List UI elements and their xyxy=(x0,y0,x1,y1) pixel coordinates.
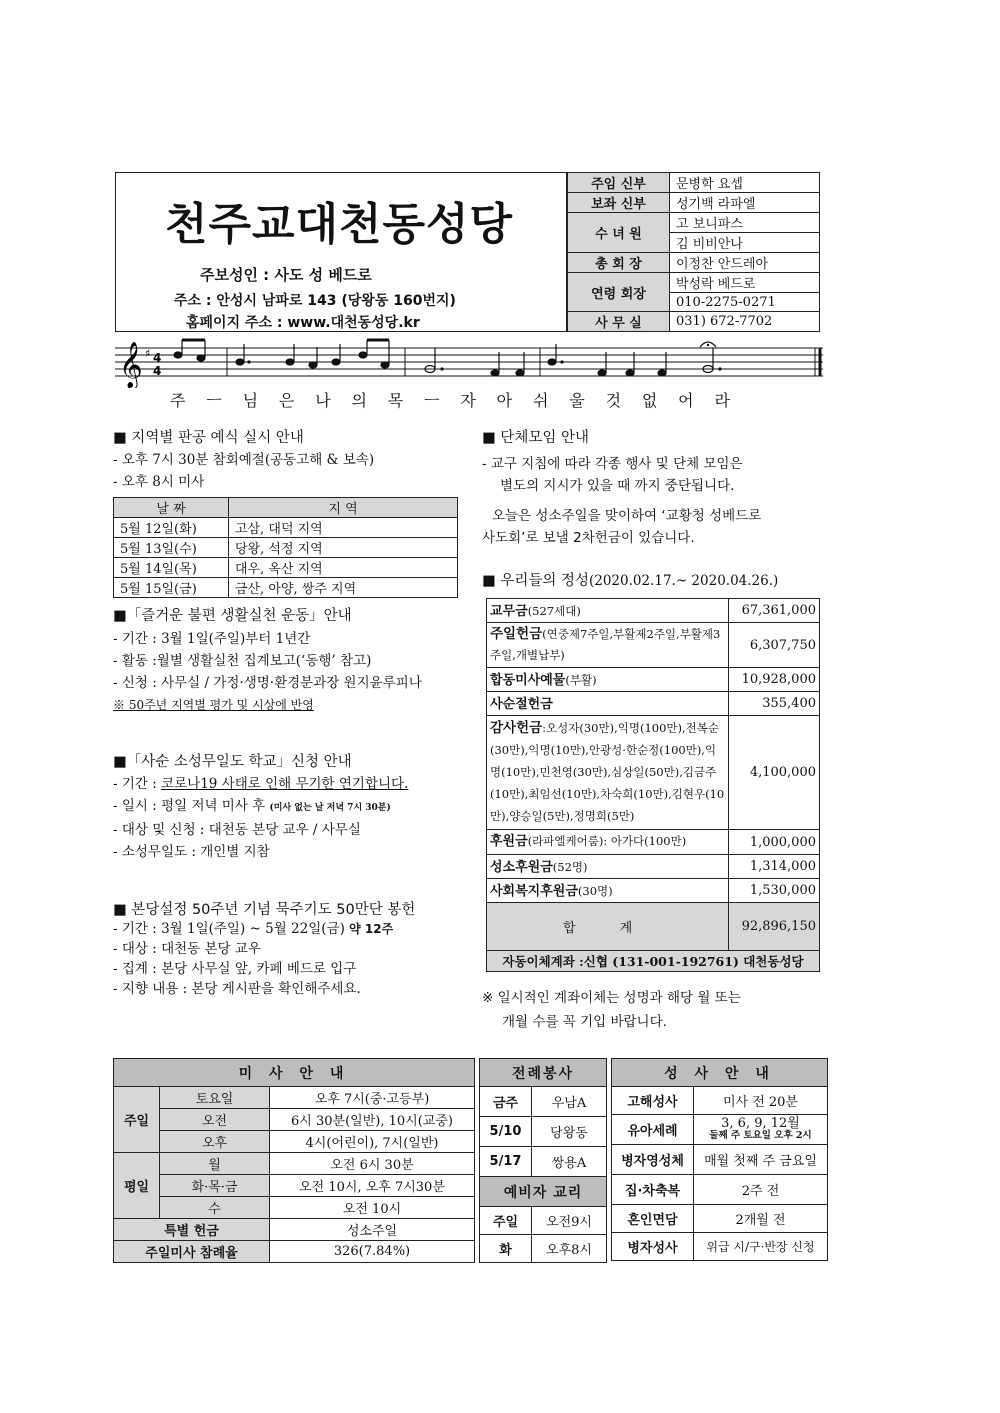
section-campaign xyxy=(113,604,483,716)
table-cell: 당왕, 석정 지역 xyxy=(229,538,458,558)
text-line: - 활동 :월별 생활실천 집계보고(‘동행’ 참고) xyxy=(113,653,372,669)
offering-key: 후원금 xyxy=(490,834,528,849)
staff-value: 010-2275-0271 xyxy=(670,293,820,312)
staff-value: 031) 672-7702 xyxy=(670,312,820,332)
treble-clef-icon: 𝄞 xyxy=(119,342,143,388)
liturgy-week: 5/17 xyxy=(480,1147,532,1177)
mass-heading: 미 사 안 내 xyxy=(114,1059,475,1087)
attendance-label: 주일미사 참례율 xyxy=(114,1241,270,1263)
offering-amount: 6,307,750 xyxy=(729,623,820,668)
text-line: - 지향 내용 : 본당 게시판을 확인해주세요. xyxy=(113,981,361,997)
offering-amount: 4,100,000 xyxy=(729,716,820,830)
table-cell: 금산, 아양, 쌍주 지역 xyxy=(229,578,458,598)
sacrament-name: 혼인면담 xyxy=(612,1205,694,1233)
address: 주소 : 안성시 남파로 143 (당왕동 160번지) xyxy=(174,293,456,309)
lyric-syllable: 자 xyxy=(460,391,476,410)
liturgy-table xyxy=(479,1058,607,1263)
lyric-syllable: 님 xyxy=(242,391,259,410)
staff-label: 주임 신부 xyxy=(568,173,670,193)
offering-amount: 1,314,000 xyxy=(729,855,820,879)
offering-key: 주일헌금 xyxy=(490,626,543,642)
mass-day: 수 xyxy=(160,1197,270,1219)
mass-day: 오전 xyxy=(160,1109,270,1131)
offering-amount: 355,400 xyxy=(729,692,820,716)
staff-value: 박성락 베드로 xyxy=(670,273,820,293)
lyric-syllable: 목 xyxy=(387,391,404,410)
offering-key: 교무금 xyxy=(490,604,528,619)
liturgy-heading: 전례봉사 xyxy=(480,1059,607,1087)
section-groups xyxy=(482,426,827,549)
offering-desc: (라파엘케어룸): 아가다(100만) xyxy=(527,834,687,848)
section-offering xyxy=(482,569,827,590)
lyric-syllable: 어 xyxy=(678,391,694,410)
sacrament-name: 유아세례 xyxy=(612,1115,694,1145)
text-line: - 교구 지침에 따라 각종 행사 및 단체 모임은 xyxy=(482,456,743,472)
table-cell: 고삼, 대덕 지역 xyxy=(229,518,458,538)
offering-amount: 1,530,000 xyxy=(729,879,820,903)
table-cell: 5월 14일(목) xyxy=(114,558,229,578)
sacrament-value: 3, 6, 9, 12월 xyxy=(721,1115,800,1131)
text-line: 오늘은 성소주일을 맞이하여 ‘교황청 성베드로 xyxy=(492,508,762,524)
total-label: 합 계 xyxy=(487,903,729,951)
staff-value: 고 보니파스 xyxy=(670,213,820,233)
catechism-day: 주일 xyxy=(480,1207,532,1235)
mass-time: 오전 10시, 오후 7시30분 xyxy=(270,1175,475,1197)
liturgy-week: 금주 xyxy=(480,1087,532,1117)
postponed-notice: 코로나19 사태로 인해 무기한 연기합니다. xyxy=(161,776,409,792)
special-offering-label: 특별 헌금 xyxy=(114,1219,270,1241)
region-table xyxy=(113,497,458,598)
sacrament-table xyxy=(611,1058,828,1261)
offering-desc: (연중제7주일,부활제2주일,부활제3주일,개별납부) xyxy=(490,627,721,662)
offering-desc: (부활) xyxy=(565,673,597,687)
text-line: - 일시 : 평일 저녁 미사 후 xyxy=(113,798,270,814)
svg-text:4: 4 xyxy=(153,351,162,365)
offering-key: 감사헌금 xyxy=(490,720,543,736)
text-line: - 오후 8시 미사 xyxy=(113,474,205,490)
section-heading: ■「즐거운 불편 생활실천 운동」안내 xyxy=(113,608,352,624)
mass-schedule-table xyxy=(113,1058,475,1263)
staff-value: 이정찬 안드레아 xyxy=(670,253,820,273)
offering-key: 사순절헌금 xyxy=(490,697,553,712)
offering-key: 성소후원금 xyxy=(490,860,553,875)
column-header: 지 역 xyxy=(229,498,458,518)
sacrament-value: 2주 전 xyxy=(694,1175,828,1205)
lyric-syllable: 울 xyxy=(569,391,585,410)
sacrament-value-note: 둘째 주 토요일 오후 2시 xyxy=(709,1129,812,1141)
section-heading: ■ 본당설정 50주년 기념 묵주기도 50만단 봉헌 xyxy=(113,902,416,918)
offering-key: 합동미사예물 xyxy=(490,673,566,688)
section-heading: ■ 지역별 판공 예식 실시 안내 xyxy=(113,430,304,446)
offering-table xyxy=(486,598,820,972)
transfer-note xyxy=(482,986,741,1034)
staff-table xyxy=(567,172,820,332)
offering-desc: :오성자(30만),익명(100만),전복순(30만),익명(10만),안광성·한순정(100만),익명(10만),민천영(30만),심상일(50만),김금주(10만),최임선(10만),차숙희(10만),김현우(10만),양승일(5만),정명희(5만) xyxy=(490,721,725,823)
offering-key: 사회복지후원금 xyxy=(490,884,578,899)
lyric-syllable: 나 xyxy=(315,391,331,410)
section-heading: ■「사순 소성무일도 학교」신청 안내 xyxy=(113,754,352,770)
liturgy-week: 5/10 xyxy=(480,1117,532,1147)
table-cell: 5월 12일(화) xyxy=(114,518,229,538)
mass-time: 오후 7시(중·고등부) xyxy=(270,1087,475,1109)
section-funeral xyxy=(113,426,473,598)
lyric-syllable: ㅡ xyxy=(424,391,440,410)
note-line: 개월 수를 꼭 기입 바랍니다. xyxy=(502,1014,667,1030)
text-emphasis: 약 12주 xyxy=(349,922,394,936)
offering-amount: 67,361,000 xyxy=(729,599,820,623)
attendance-value: 326(7.84%) xyxy=(270,1241,475,1263)
liturgy-team: 당왕동 xyxy=(532,1117,607,1147)
sacrament-name: 병자영성체 xyxy=(612,1145,694,1175)
bank-account: 자동이체계좌 :신협 (131-001-192761) 대천동성당 xyxy=(487,951,820,972)
liturgy-team: 우남A xyxy=(532,1087,607,1117)
offering-amount: 1,000,000 xyxy=(729,830,820,855)
table-cell: 대우, 옥산 지역 xyxy=(229,558,458,578)
staff-value: 김 비비안나 xyxy=(670,233,820,253)
staff-label: 사 무 실 xyxy=(568,312,670,332)
note-line: ※ 일시적인 계좌이체는 성명과 해당 월 또는 xyxy=(482,990,741,1006)
parish-title: 천주교대천동성당 xyxy=(165,199,514,250)
text-line: - 집계 : 본당 사무실 앞, 카페 베드로 입구 xyxy=(113,961,357,977)
weekday-label: 평일 xyxy=(114,1153,160,1219)
lyric-syllable: ㅡ xyxy=(206,391,222,410)
music-staff xyxy=(115,338,825,388)
lyrics xyxy=(170,388,730,411)
text-line: - 소성무일도 : 개인별 지참 xyxy=(113,844,270,860)
offering-desc: (52명) xyxy=(552,860,588,874)
table-cell: 5월 13일(수) xyxy=(114,538,229,558)
offering-amount: 10,928,000 xyxy=(729,668,820,692)
sacrament-name: 고해성사 xyxy=(612,1087,694,1115)
sunday-label: 주일 xyxy=(114,1087,160,1153)
mass-day: 월 xyxy=(160,1153,270,1175)
lyric-syllable: 아 xyxy=(496,391,513,410)
offering-period: (2020.02.17.~ 2020.04.26.) xyxy=(588,573,779,589)
svg-text:♯: ♯ xyxy=(145,347,151,360)
text-line: 별도의 지시가 있을 때 까지 중단됩니다. xyxy=(500,478,735,494)
offering-desc: (30명) xyxy=(577,884,613,898)
table-cell: 5월 15일(금) xyxy=(114,578,229,598)
lyric-syllable: 없 xyxy=(641,391,658,410)
total-amount: 92,896,150 xyxy=(729,903,820,951)
mass-time: 오전 6시 30분 xyxy=(270,1153,475,1175)
catechism-day: 화 xyxy=(480,1235,532,1263)
sacrament-heading: 성 사 안 내 xyxy=(612,1059,828,1087)
svg-text:4: 4 xyxy=(153,364,162,378)
text-line: - 오후 7시 30분 참회예절(공동고해 & 보속) xyxy=(113,452,375,468)
section-school xyxy=(113,750,483,863)
homepage-link[interactable]: 홈페이지 주소 : www.대천동성당.kr xyxy=(186,315,420,331)
staff-label: 연령 회장 xyxy=(568,273,670,312)
note-line: ※ 50주년 지역별 평가 및 시상에 반영 xyxy=(113,698,314,712)
sacrament-name: 병자성사 xyxy=(612,1233,694,1261)
text-line: - 기간 : xyxy=(113,776,162,792)
mass-time: 4시(어린이), 7시(일반) xyxy=(270,1131,475,1153)
text-line: - 신청 : 사무실 / 가정·생명·환경분과장 원지윤루피나 xyxy=(113,675,422,691)
text-line: - 기간 : 3월 1일(주일) ~ 5월 22일(금) xyxy=(113,921,350,937)
lyric-syllable: 것 xyxy=(605,391,622,410)
text-line: - 대상 및 신청 : 대천동 본당 교우 / 사무실 xyxy=(113,822,361,838)
sacrament-name: 집·차축복 xyxy=(612,1175,694,1205)
staff-value: 문병학 요셉 xyxy=(670,173,820,193)
staff-label: 수 녀 원 xyxy=(568,213,670,253)
staff-label: 보좌 신부 xyxy=(568,193,670,213)
staff-label: 총 회 장 xyxy=(568,253,670,273)
catechism-time: 오전9시 xyxy=(532,1207,607,1235)
offering-desc: (527세대) xyxy=(527,604,581,618)
lyric-syllable: 은 xyxy=(278,391,295,410)
catechism-time: 오후8시 xyxy=(532,1235,607,1263)
mass-day: 화·목·금 xyxy=(160,1175,270,1197)
text-note: (미사 없는 날 저녁 7시 30분) xyxy=(269,803,391,813)
section-rosary xyxy=(113,898,483,999)
mass-time: 6시 30분(일반), 10시(교중) xyxy=(270,1109,475,1131)
column-header: 날 짜 xyxy=(114,498,229,518)
text-line: - 대상 : 대천동 본당 교우 xyxy=(113,941,261,957)
staff-value: 성기백 라파엘 xyxy=(670,193,820,213)
lyric-syllable: 쉬 xyxy=(532,391,549,410)
sacrament-value: 미사 전 20분 xyxy=(694,1087,828,1115)
catechism-heading: 예비자 교리 xyxy=(480,1177,607,1207)
mass-day: 토요일 xyxy=(160,1087,270,1109)
liturgy-team: 쌍용A xyxy=(532,1147,607,1177)
mass-time: 오전 10시 xyxy=(270,1197,475,1219)
lyric-syllable: 주 xyxy=(170,391,186,410)
text-line: - 기간 : 3월 1일(주일)부터 1년간 xyxy=(113,631,311,647)
sacrament-value: 2개월 전 xyxy=(694,1205,828,1233)
lyric-syllable: 라 xyxy=(714,391,730,410)
sacrament-value: 매월 첫째 주 금요일 xyxy=(694,1145,828,1175)
section-heading: ■ 우리들의 정성 xyxy=(482,573,589,589)
sacrament-value: 위급 시/구·반장 신청 xyxy=(694,1233,828,1261)
lyric-syllable: 의 xyxy=(351,391,367,410)
mass-day: 오후 xyxy=(160,1131,270,1153)
text-line: 사도회’로 보낼 2차헌금이 있습니다. xyxy=(482,530,695,546)
special-offering-value: 성소주일 xyxy=(270,1219,475,1241)
section-heading: ■ 단체모임 안내 xyxy=(482,430,589,446)
patron-saint: 주보성인 : 사도 성 베드로 xyxy=(200,266,372,284)
